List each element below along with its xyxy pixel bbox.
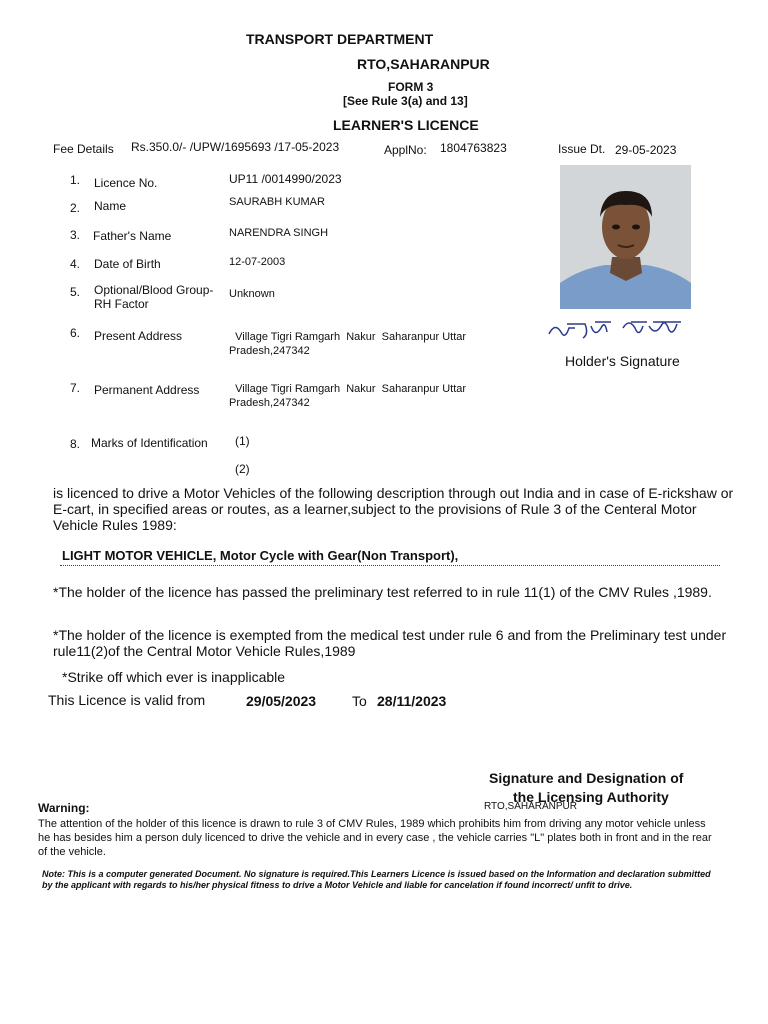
fee-label: Fee Details — [53, 142, 114, 156]
holder-signature-label: Holder's Signature — [565, 353, 680, 369]
valid-to-date: 28/11/2023 — [377, 693, 447, 709]
field-label-present-address: Present Address — [94, 329, 183, 343]
holder-signature-icon — [545, 314, 685, 346]
fee-value: Rs.350.0/- /UPW/1695693 /17-05-2023 — [131, 140, 340, 154]
note-preliminary-test: *The holder of the licence has passed the preliminary test referred to in rule 11(1) of the CMV Rules ,1989. — [53, 584, 712, 600]
issue-value: 29-05-2023 — [615, 143, 677, 157]
holder-photo — [560, 165, 691, 309]
field-number: 5. — [70, 285, 81, 299]
field-label-blood-group: Optional/Blood Group-RH Factor — [94, 283, 214, 311]
warning-title: Warning: — [38, 801, 90, 815]
divider — [60, 565, 720, 566]
document-title: LEARNER'S LICENCE — [333, 117, 479, 133]
field-number: 7. — [70, 381, 81, 395]
appl-label: ApplNo: — [384, 143, 427, 157]
field-value-present-address: Village Tigri Ramgarh Nakur Saharanpur Uttar Pradesh,247342 — [229, 331, 470, 357]
field-value-mark-2: (2) — [235, 462, 250, 476]
warning-text: The attention of the holder of this licence is drawn to rule 3 of CMV Rules, 1989 which prohibits him from driving any motor vehicle unless he has besides him a person duly licenced to drive the vehicle and in every case , the vehicle carries "L" plates both in front and in the rear of the vehicle. — [38, 818, 712, 858]
validity-label: This Licence is valid from — [48, 692, 206, 708]
field-label-licence-no: Licence No. — [94, 176, 158, 190]
note-medical-exemption: *The holder of the licence is exempted from the medical test under rule 6 and from the Preliminary test under rule11(2)of the Central Motor Vehicle Rules,1989 — [53, 627, 727, 659]
authority-line-2: the Licensing Authority — [513, 789, 669, 805]
vehicle-class: LIGHT MOTOR VEHICLE, Motor Cycle with Gear(Non Transport), — [62, 548, 459, 563]
field-value-dob: 12-07-2003 — [229, 256, 286, 268]
appl-value: 1804763823 — [440, 141, 507, 155]
valid-from-date: 29/05/2023 — [246, 693, 317, 709]
field-label-father-name: Father's Name — [93, 229, 172, 243]
note-strike-off: *Strike off which ever is inapplicable — [62, 669, 286, 685]
form-number: FORM 3 — [388, 80, 434, 94]
field-number: 3. — [70, 228, 81, 242]
authority-office: RTO,SAHARANPUR — [484, 801, 577, 812]
rule-reference: [See Rule 3(a) and 13] — [343, 94, 468, 108]
licence-description: is licenced to drive a Motor Vehicles of the following description through out India and in case of E-rickshaw or E-cart, in specified areas or routes, as a learner,subject to the provisions of Rule 3 of the Centeral Motor Vehicle Rules 1989: — [53, 485, 734, 533]
computer-generated-note: Note: This is a computer generated Document. No signature is required.This Learners Licence is issued based on the Information and declaration submitted by the applicant with regards to his/her physical fitness to drive a Motor Vehicle and liable for cancelation if found incorrect/ unfit to drive. — [42, 869, 711, 890]
field-value-father-name: NARENDRA SINGH — [229, 227, 329, 239]
authority-line-1: Signature and Designation of — [489, 770, 684, 786]
field-number: 1. — [70, 173, 81, 187]
department-title: TRANSPORT DEPARTMENT — [246, 31, 434, 47]
field-value-permanent-address: Village Tigri Ramgarh Nakur Saharanpur Uttar Pradesh,247342 — [229, 383, 470, 409]
field-number: 2. — [70, 201, 81, 215]
field-number: 8. — [70, 437, 81, 451]
field-label-marks: Marks of Identification — [91, 436, 208, 450]
field-label-permanent-address: Permanent Address — [94, 383, 200, 397]
field-value-name: SAURABH KUMAR — [229, 196, 325, 208]
validity-to-label: To — [352, 693, 367, 709]
field-value-licence-no: UP11 /0014990/2023 — [229, 172, 342, 186]
field-number: 4. — [70, 257, 81, 271]
field-number: 6. — [70, 326, 81, 340]
field-label-name: Name — [94, 199, 127, 213]
field-value-mark-1: (1) — [235, 434, 250, 448]
person-icon — [560, 165, 691, 309]
field-value-blood-group: Unknown — [229, 288, 275, 300]
field-label-dob: Date of Birth — [94, 257, 161, 271]
issue-label: Issue Dt. — [558, 142, 606, 156]
rto-title: RTO,SAHARANPUR — [357, 56, 490, 72]
